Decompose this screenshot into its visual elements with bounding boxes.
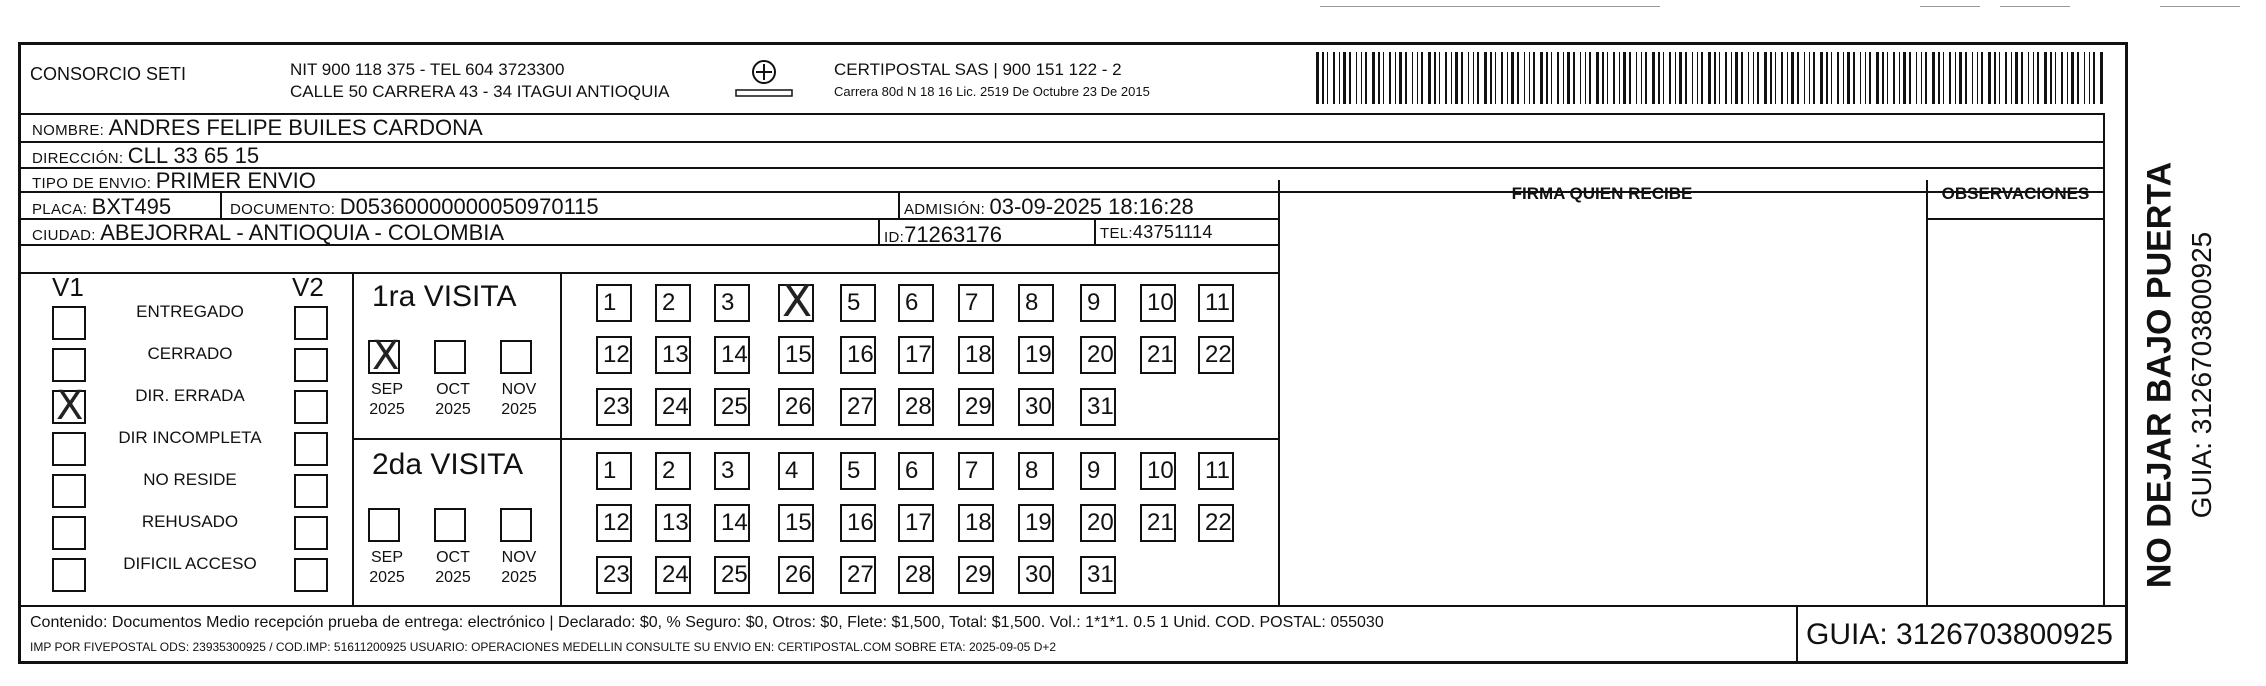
- checkmark-x-icon: X: [372, 333, 400, 379]
- day-box[interactable]: 8: [1018, 452, 1054, 490]
- day-box[interactable]: 6: [898, 284, 934, 322]
- barcode: [1316, 52, 2106, 104]
- direccion-row: DIRECCIÓN: CLL 33 65 15: [32, 143, 260, 168]
- day-box[interactable]: 16: [840, 504, 876, 542]
- certipostal-line2: Carrera 80d N 18 16 Lic. 2519 De Octubre 23 De 2015: [834, 84, 1150, 99]
- day-box[interactable]: 20: [1080, 336, 1116, 374]
- day-box[interactable]: 16: [840, 336, 876, 374]
- certipostal-logo-icon: [732, 58, 796, 102]
- day-box[interactable]: 7: [958, 284, 994, 322]
- day-box[interactable]: 2: [655, 284, 691, 322]
- status-v2-checkbox[interactable]: [294, 474, 328, 508]
- status-v2-checkbox[interactable]: [294, 348, 328, 382]
- day-box[interactable]: 22: [1198, 504, 1234, 542]
- day-box[interactable]: 24: [655, 556, 691, 594]
- first-visit-title: 1ra VISITA: [372, 280, 517, 313]
- checkmark-x-icon: X: [782, 276, 813, 327]
- day-box[interactable]: 10: [1140, 452, 1176, 490]
- tipo-envio-value: PRIMER ENVIO: [155, 168, 316, 193]
- admision-value: 03-09-2025 18:16:28: [989, 194, 1194, 219]
- day-box[interactable]: 21: [1140, 504, 1176, 542]
- day-box[interactable]: 21: [1140, 336, 1176, 374]
- status-label: NO RESIDE: [143, 470, 237, 489]
- certipostal-line1: CERTIPOSTAL SAS | 900 151 122 - 2: [834, 60, 1122, 79]
- day-box[interactable]: 13: [655, 504, 691, 542]
- id-value: 71263176: [904, 222, 1002, 247]
- day-box[interactable]: 7: [958, 452, 994, 490]
- footer-guia: GUIA: 3126703800925: [1806, 618, 2113, 651]
- company-name: CONSORCIO SETI: [30, 64, 187, 84]
- day-box[interactable]: 1: [596, 284, 632, 322]
- month-checkbox[interactable]: [368, 333, 400, 379]
- day-box[interactable]: 17: [898, 504, 934, 542]
- documento-cell: DOCUMENTO: D05360000000050970115: [230, 194, 599, 219]
- day-box[interactable]: 12: [596, 504, 632, 542]
- side-no-dejar: NO DEJAR BAJO PUERTA: [2140, 161, 2179, 589]
- status-v2-checkbox[interactable]: [294, 432, 328, 466]
- month-checkbox[interactable]: [368, 508, 400, 542]
- day-box[interactable]: 30: [1018, 556, 1054, 594]
- tel-cell: TEL:43751114: [1100, 222, 1213, 242]
- status-label: DIR INCOMPLETA: [118, 428, 262, 447]
- day-box[interactable]: 30: [1018, 388, 1054, 426]
- day-box[interactable]: 28: [898, 556, 934, 594]
- day-box[interactable]: 27: [840, 556, 876, 594]
- tel-value: 43751114: [1132, 222, 1213, 242]
- status-v1-checkbox[interactable]: [52, 516, 86, 550]
- month-checkbox[interactable]: [500, 508, 532, 542]
- day-box[interactable]: 5: [840, 284, 876, 322]
- ciudad-cell: CIUDAD: ABEJORRAL - ANTIOQUIA - COLOMBIA: [32, 220, 505, 245]
- status-label: DIR. ERRADA: [135, 386, 245, 405]
- status-v2-checkbox[interactable]: [294, 390, 328, 424]
- nombre-row: NOMBRE: ANDRES FELIPE BUILES CARDONA: [32, 115, 483, 140]
- day-box[interactable]: 15: [778, 504, 814, 542]
- status-v1-checkbox[interactable]: [52, 348, 86, 382]
- nombre-value: ANDRES FELIPE BUILES CARDONA: [108, 115, 483, 140]
- status-v1-checkbox[interactable]: [52, 474, 86, 508]
- documento-value: D05360000000050970115: [339, 194, 599, 219]
- month-label: OCT 2025: [435, 549, 471, 586]
- v2-label: V2: [292, 272, 324, 302]
- day-box[interactable]: 13: [655, 336, 691, 374]
- day-box[interactable]: 3: [714, 452, 750, 490]
- month-label: OCT 2025: [435, 381, 471, 418]
- day-box[interactable]: 18: [958, 504, 994, 542]
- day-box[interactable]: 19: [1018, 336, 1054, 374]
- placa-value: BXT495: [91, 194, 172, 219]
- admision-cell: ADMISIÓN: 03-09-2025 18:16:28: [904, 194, 1194, 219]
- placa-cell: PLACA: BXT495: [32, 194, 172, 219]
- status-v2-checkbox[interactable]: [294, 516, 328, 550]
- second-visit-title: 2da VISITA: [372, 448, 524, 481]
- day-box[interactable]: 3: [714, 284, 750, 322]
- day-box[interactable]: [778, 276, 814, 327]
- day-box[interactable]: 11: [1198, 284, 1234, 322]
- day-box[interactable]: 6: [898, 452, 934, 490]
- direccion-value: CLL 33 65 15: [127, 143, 260, 168]
- status-v1-checkbox[interactable]: [52, 306, 86, 340]
- day-box[interactable]: 5: [840, 452, 876, 490]
- footer-line2: IMP POR FIVEPOSTAL ODS: 23935300925 / COD.IMP: 51611200925 USUARIO: OPERACIONES MEDELLIN CONSULTE SU ENVIO EN: CERTIPOSTAL.COM SOBRE ETA: 2025-09-05 D+2: [30, 640, 1057, 654]
- day-box[interactable]: 11: [1198, 452, 1234, 490]
- month-label: NOV 2025: [501, 549, 537, 586]
- side-guia: GUIA: 3126703800925: [2186, 231, 2217, 519]
- day-box[interactable]: 23: [596, 556, 632, 594]
- month-checkbox[interactable]: [500, 340, 532, 374]
- status-label: DIFICIL ACCESO: [123, 554, 257, 573]
- day-box[interactable]: 9: [1080, 452, 1116, 490]
- nit-line: NIT 900 118 375 - TEL 604 3723300: [290, 60, 565, 79]
- status-v1-checkbox[interactable]: [52, 383, 86, 429]
- status-v2-checkbox[interactable]: [294, 558, 328, 592]
- day-box[interactable]: 28: [898, 388, 934, 426]
- day-box[interactable]: 22: [1198, 336, 1234, 374]
- month-checkbox[interactable]: [434, 340, 466, 374]
- tipo-envio-row: TIPO DE ENVIO: PRIMER ENVIO: [32, 168, 316, 193]
- month-label: NOV 2025: [501, 381, 537, 418]
- day-box[interactable]: 25: [714, 556, 750, 594]
- day-box[interactable]: 14: [714, 336, 750, 374]
- day-box[interactable]: 24: [655, 388, 691, 426]
- day-box[interactable]: 31: [1080, 556, 1116, 594]
- day-box[interactable]: 29: [958, 556, 994, 594]
- day-box[interactable]: 31: [1080, 388, 1116, 426]
- v1-label: V1: [52, 272, 84, 302]
- day-box[interactable]: 29: [958, 388, 994, 426]
- day-box[interactable]: 14: [714, 504, 750, 542]
- month-checkbox[interactable]: [434, 508, 466, 542]
- day-box[interactable]: 9: [1080, 284, 1116, 322]
- day-box[interactable]: 2: [655, 452, 691, 490]
- observaciones-header: OBSERVACIONES: [1941, 184, 2090, 203]
- day-box[interactable]: 19: [1018, 504, 1054, 542]
- status-v1-checkbox[interactable]: [52, 558, 86, 592]
- day-box[interactable]: 26: [778, 556, 814, 594]
- checkmark-x-icon: X: [56, 383, 84, 429]
- day-box[interactable]: 27: [840, 388, 876, 426]
- month-label: SEP 2025: [369, 549, 405, 586]
- address-line: CALLE 50 CARRERA 43 - 34 ITAGUI ANTIOQUIA: [290, 82, 670, 101]
- day-box[interactable]: 26: [778, 388, 814, 426]
- day-box[interactable]: 25: [714, 388, 750, 426]
- footer-line1: Contenido: Documentos Medio recepción prueba de entrega: electrónico | Declarado: $0, % Seguro: $0, Otros: $0, Flete: $1,500, Total: $1,500. Vol.: 1*1*1. 0.5 1 Unid. COD. POSTAL: 055030: [30, 614, 1384, 631]
- day-box[interactable]: 23: [596, 388, 632, 426]
- ciudad-value: ABEJORRAL - ANTIOQUIA - COLOMBIA: [100, 220, 505, 245]
- status-label: REHUSADO: [141, 512, 239, 531]
- status-label: CERRADO: [147, 344, 233, 363]
- month-label: SEP 2025: [369, 381, 405, 418]
- day-box[interactable]: 4: [778, 452, 814, 490]
- status-v2-checkbox[interactable]: [294, 306, 328, 340]
- day-box[interactable]: 10: [1140, 284, 1176, 322]
- day-box[interactable]: 18: [958, 336, 994, 374]
- day-box[interactable]: 15: [778, 336, 814, 374]
- day-box[interactable]: 8: [1018, 284, 1054, 322]
- status-v1-checkbox[interactable]: [52, 432, 86, 466]
- day-box[interactable]: 20: [1080, 504, 1116, 542]
- firma-header: FIRMA QUIEN RECIBE: [1511, 184, 1693, 203]
- day-box[interactable]: 1: [596, 452, 632, 490]
- status-label: ENTREGADO: [136, 302, 244, 321]
- day-box[interactable]: 17: [898, 336, 934, 374]
- id-cell: ID:71263176: [884, 222, 1002, 247]
- day-box[interactable]: 12: [596, 336, 632, 374]
